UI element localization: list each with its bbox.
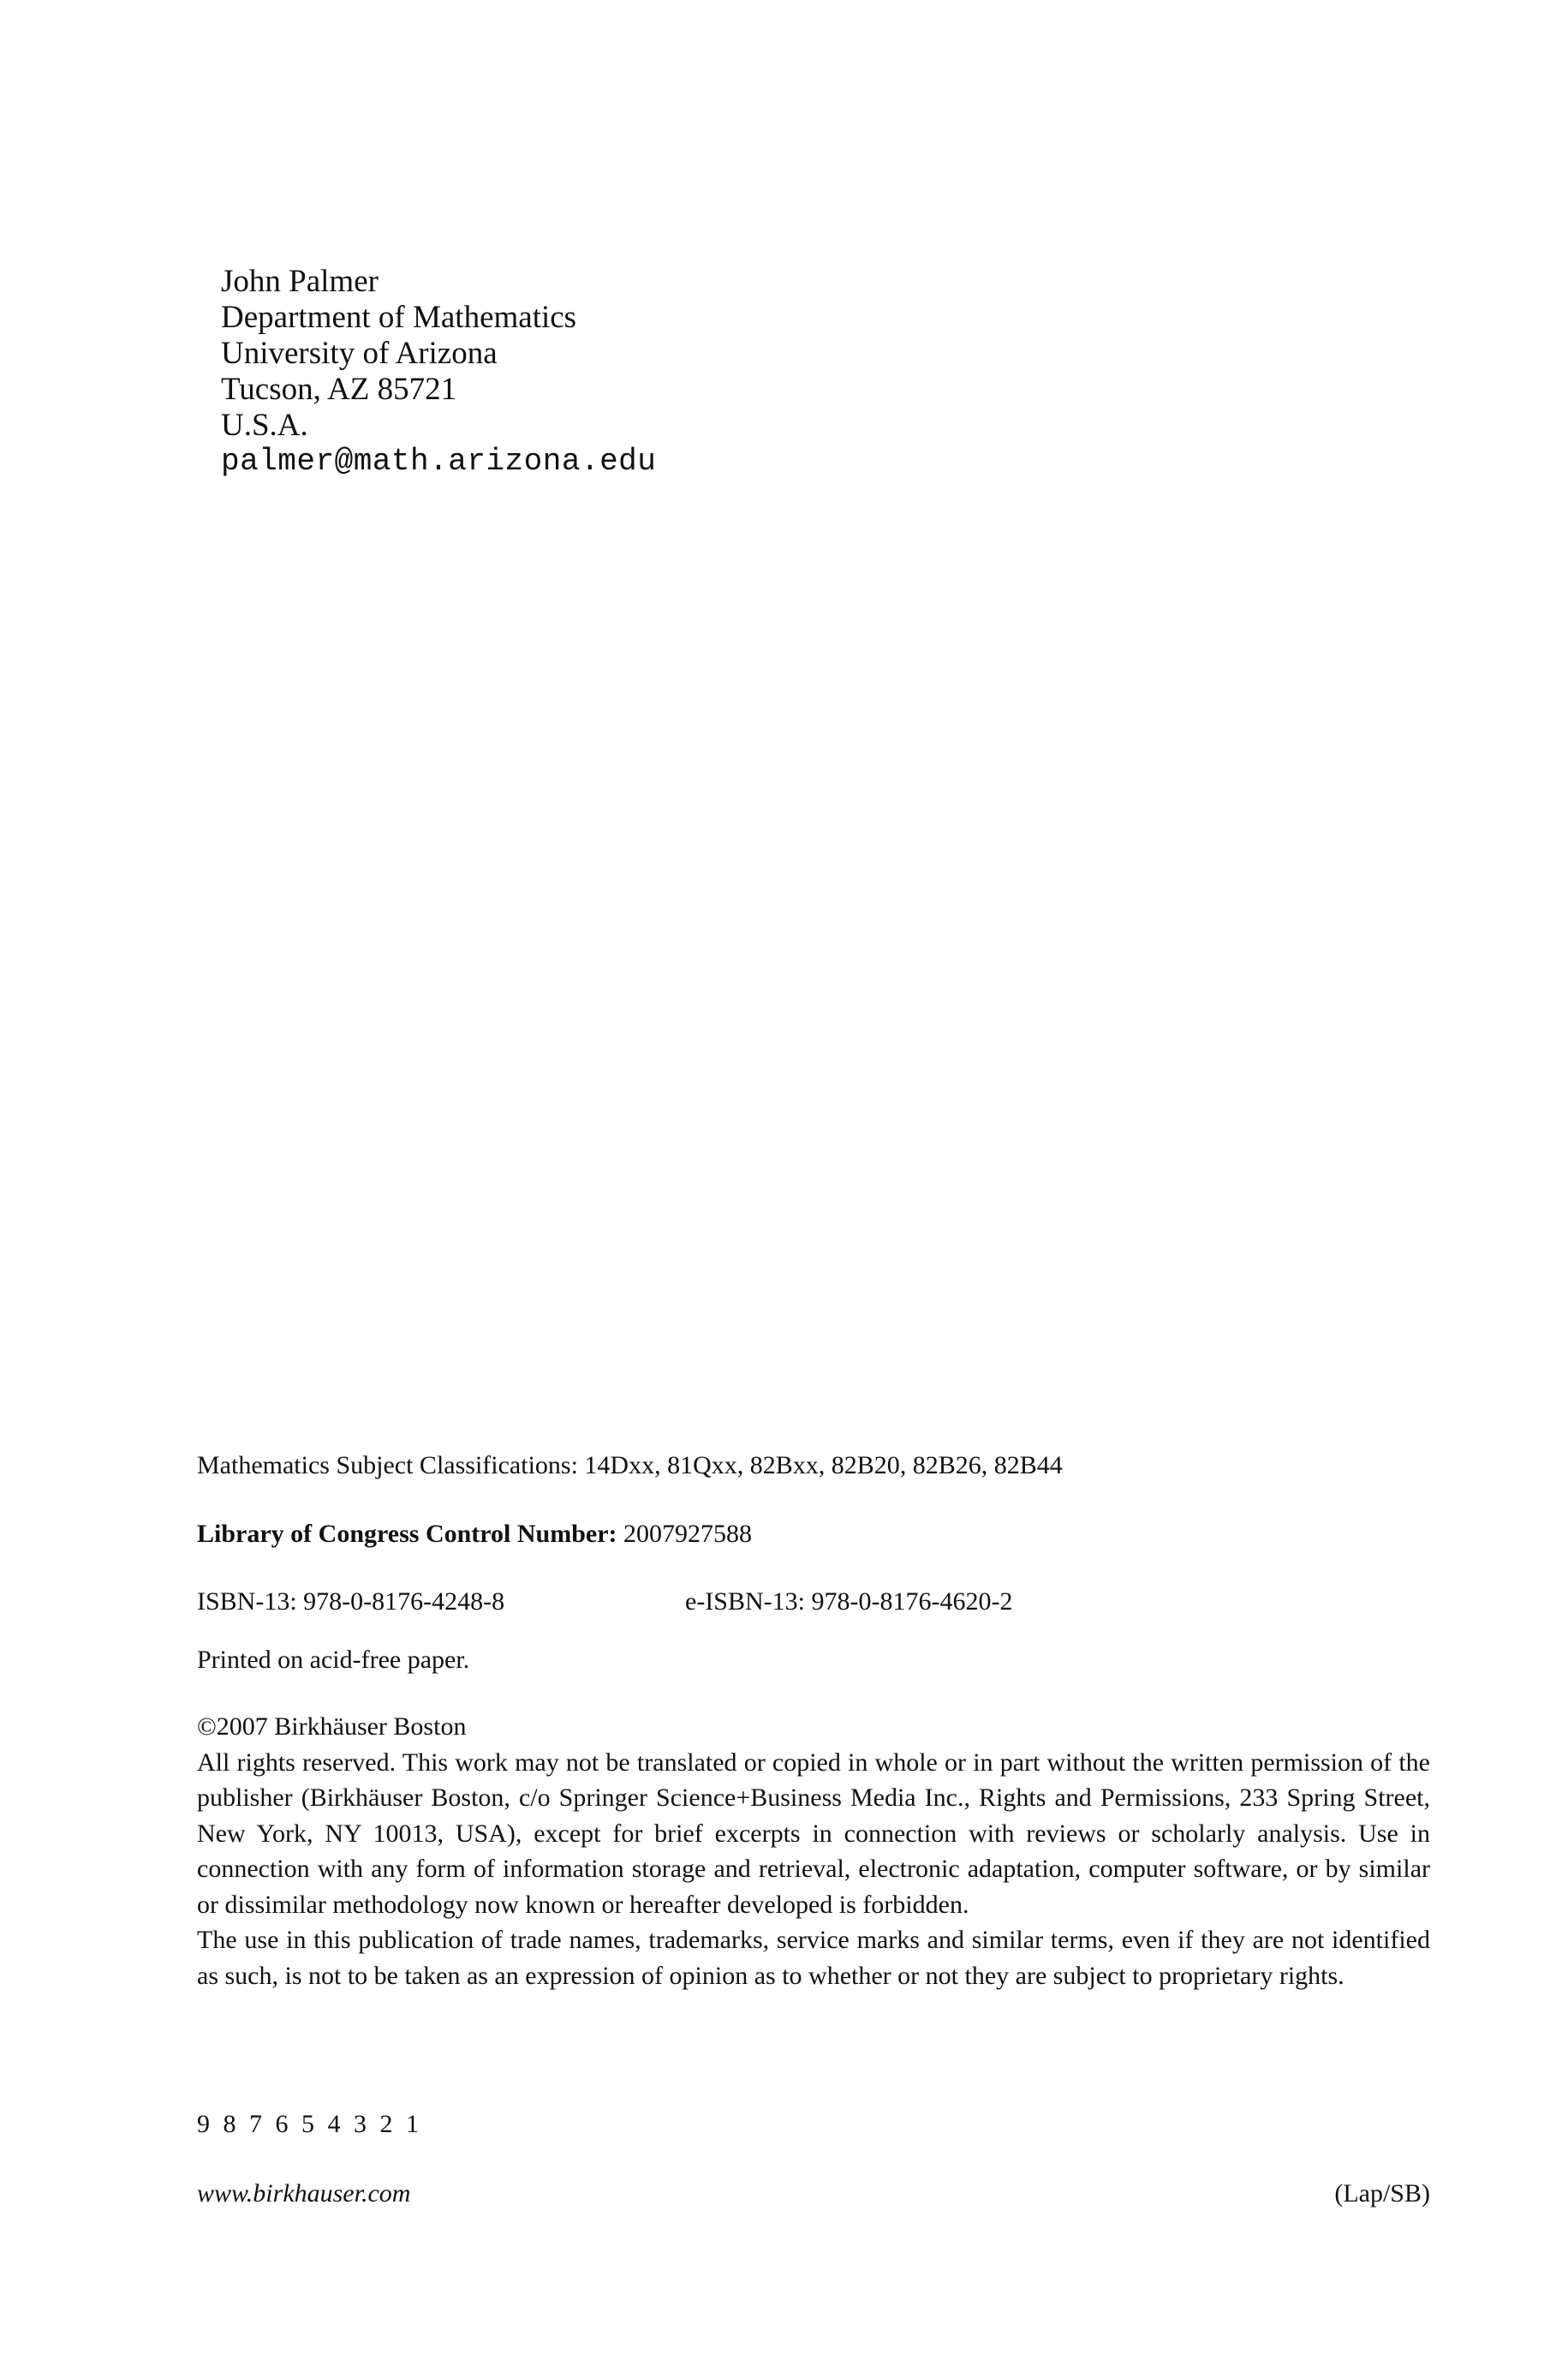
author-email: palmer@math.arizona.edu <box>221 444 657 479</box>
subject-classification: Mathematics Subject Classifications: 14Dxx, 81Qxx, 82Bxx, 82B20, 82B26, 82B44 <box>197 1451 1063 1479</box>
isbn-line <box>197 1584 1430 1620</box>
author-name: John Palmer <box>221 264 379 299</box>
footer <box>197 2176 1430 2212</box>
acid-free-note: Printed on acid-free paper. <box>197 1646 470 1674</box>
printer-code: (Lap/SB) <box>1334 2179 1430 2208</box>
rights-paragraph: All rights reserved. This work may not be translated or copied in whole or in part without the written permission of the publisher (Birkhäuser Boston, c/o Springer Science+Business Media Inc., Rights and Permissions, 233 Spring Street, New York, NY 10013, USA), except for brief excerpts in connection with reviews or scholarly analysis. Use in connection with any form of information storage and retrieval, electronic adaptation, computer software, or by similar or dissimilar methodology now known or hereafter developed is forbidden. <box>197 1748 1430 1919</box>
isbn-electronic: e-ISBN-13: 978-0-8176-4620-2 <box>685 1587 1013 1616</box>
isbn-print: ISBN-13: 978-0-8176-4248-8 <box>197 1587 505 1616</box>
publisher-url[interactable]: www.birkhauser.com <box>197 2179 411 2208</box>
lccn-label: Library of Congress Control Number: <box>197 1520 617 1548</box>
copyright-block <box>197 1709 1430 1993</box>
lccn-line <box>197 1516 1430 1552</box>
author-department: Department of Mathematics <box>221 300 577 335</box>
author-university: University of Arizona <box>221 336 498 371</box>
author-address <box>221 264 656 480</box>
lccn-value: 2007927588 <box>623 1520 753 1548</box>
print-line: 9 8 7 6 5 4 3 2 1 <box>197 2110 422 2138</box>
copyright-line: ©2007 Birkhäuser Boston <box>197 1712 467 1741</box>
author-city: Tucson, AZ 85721 <box>221 372 457 407</box>
author-country: U.S.A. <box>221 408 308 443</box>
trademarks-paragraph: The use in this publication of trade names, trademarks, service marks and similar terms, even if they are not identified as such, is not to be taken as an expression of opinion as to whether or not they are subject to proprietary rights. <box>197 1926 1430 1990</box>
